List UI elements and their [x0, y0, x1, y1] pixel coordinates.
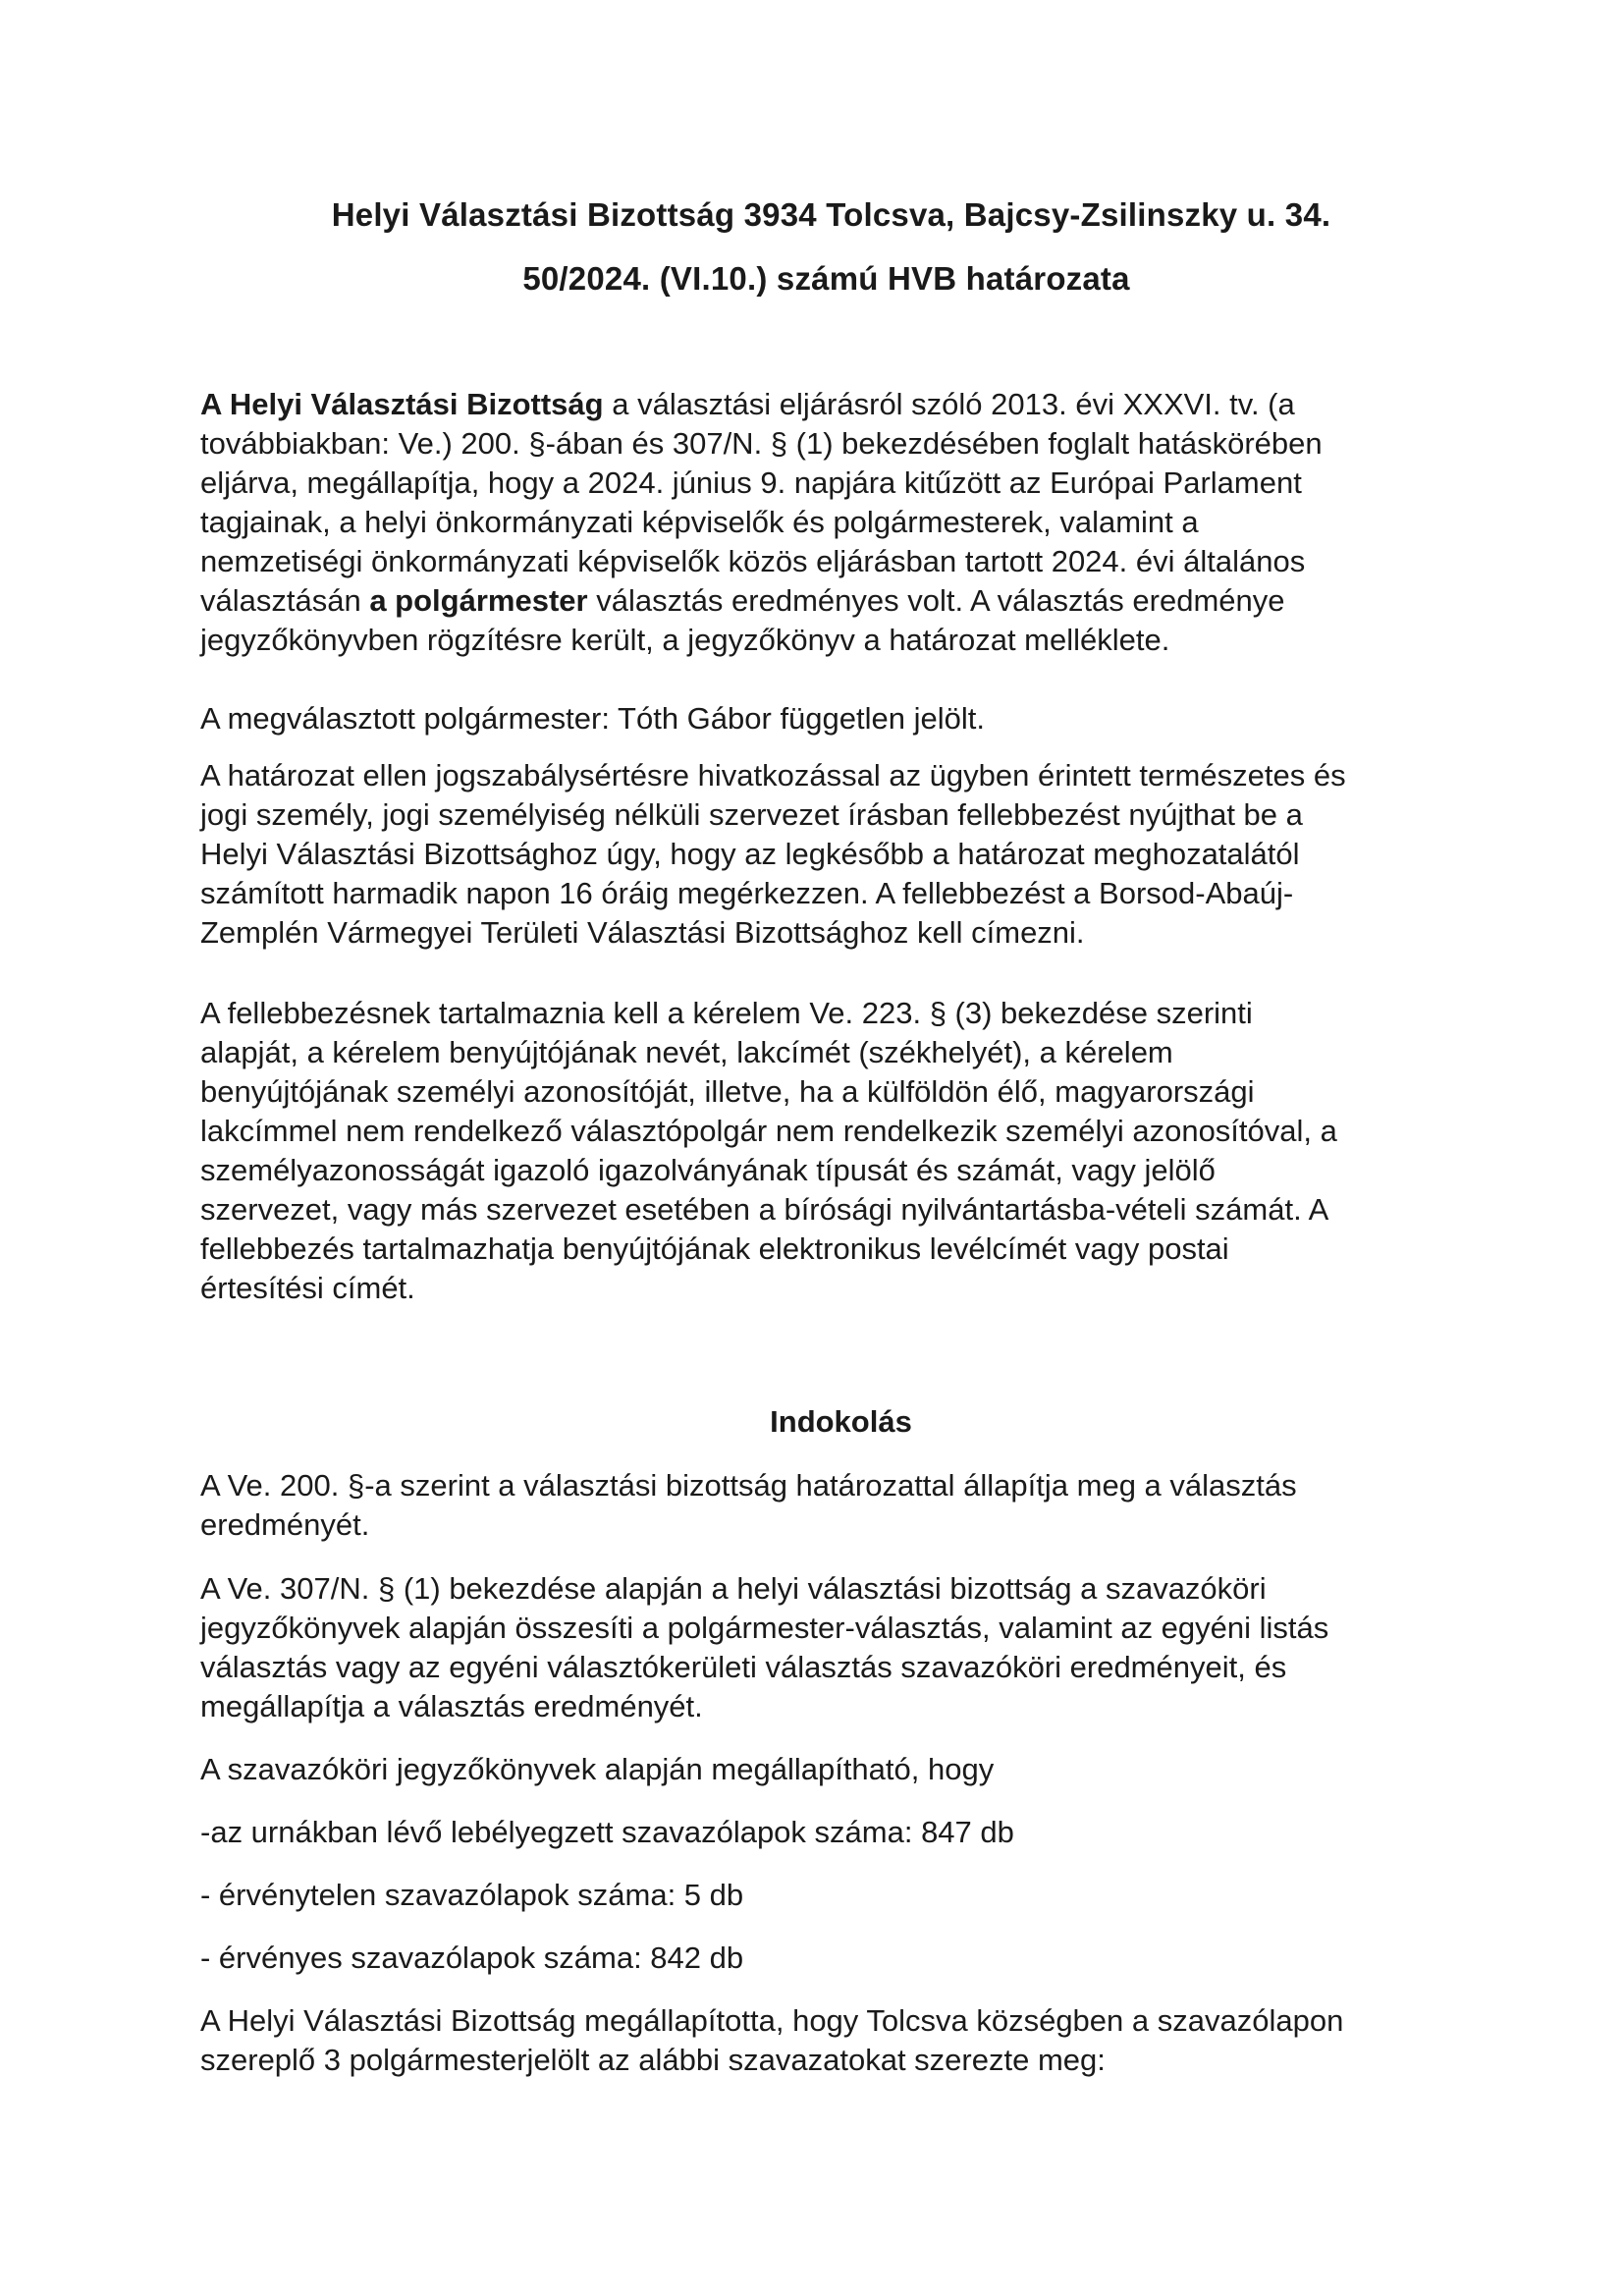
paragraph-line: jogi személy, jogi személyiség nélküli szervezet írásban fellebbezést nyújthat be a — [200, 797, 1303, 832]
paragraph-line: Helyi Választási Bizottsághoz úgy, hogy az legkésőbb a határozat meghozatalától — [200, 837, 1300, 871]
paragraph-line: tagjainak, a helyi önkormányzati képviselők és polgármesterek, valamint a — [200, 505, 1199, 539]
paragraph-line: szervezet, vagy más szervezet esetében a bírósági nyilvántartásba-vételi számát. A — [200, 1192, 1329, 1227]
paragraph-text: a választási eljárásról szóló 2013. évi XXXVI. tv. (a — [603, 387, 1295, 421]
paragraph-line: alapját, a kérelem benyújtójának nevét, lakcímét (székhelyét), a kérelem — [200, 1035, 1173, 1069]
paragraph-line: nemzetiségi önkormányzati képviselők közös eljárásban tartott 2024. évi általános — [200, 544, 1306, 578]
appeal-contents-paragraph — [200, 994, 1467, 1308]
paragraph-line: lakcímmel nem rendelkező választópolgár nem rendelkezik személyi azonosítóval, a — [200, 1114, 1337, 1148]
paragraph-line: jegyzőkönyvben rögzítésre került, a jegyzőkönyv a határozat melléklete. — [200, 623, 1170, 657]
candidates-votes-paragraph — [200, 2001, 1467, 2080]
paragraph-text: választásán — [200, 583, 370, 618]
elected-mayor-paragraph — [200, 699, 1467, 738]
paragraph-text: választás eredményes volt. A választás eredménye — [587, 583, 1285, 618]
reasoning-paragraph-2 — [200, 1569, 1467, 1726]
paragraph-line: választás vagy az egyéni választókerületi választás szavazóköri eredményeit, és — [200, 1650, 1287, 1684]
stat-invalid-ballots — [200, 1876, 1467, 1915]
paragraph-line: A megválasztott polgármester: Tóth Gábor független jelölt. — [200, 701, 985, 736]
paragraph-line: értesítési címét. — [200, 1271, 415, 1305]
paragraph-line: jegyzőkönyvek alapján összesíti a polgármester-választás, valamint az egyéni listás — [200, 1611, 1329, 1645]
committee-address-heading: Helyi Választási Bizottság 3934 Tolcsva, Bajcsy-Zsilinszky u. 34. — [331, 196, 1331, 233]
paragraph-line: A szavazóköri jegyzőkönyvek alapján megállapítható, hogy — [200, 1752, 995, 1786]
stat-valid-ballots — [200, 1939, 1467, 1978]
paragraph-line: A Ve. 307/N. § (1) bekezdése alapján a helyi választási bizottság a szavazóköri — [200, 1571, 1267, 1606]
committee-name-bold: A Helyi Választási Bizottság — [200, 387, 604, 421]
stat-line: -az urnákban lévő lebélyegzett szavazólapok száma: 847 db — [200, 1815, 1014, 1849]
paragraph-line: szereplő 3 polgármesterjelölt az alábbi szavazatokat szerezte meg: — [200, 2043, 1106, 2077]
paragraph-line: Zemplén Vármegyei Területi Választási Bizottsághoz kell címezni. — [200, 915, 1085, 950]
paragraph-line: A Ve. 200. §-a szerint a választási bizottság határozattal állapítja meg a választás — [200, 1468, 1297, 1503]
paragraph-line: benyújtójának személyi azonosítóját, illetve, ha a külföldön élő, magyarországi — [200, 1074, 1255, 1109]
paragraph-line: megállapítja a választás eredményét. — [200, 1689, 703, 1723]
stat-line: - érvénytelen szavazólapok száma: 5 db — [200, 1878, 744, 1912]
paragraph-line: személyazonosságát igazoló igazolványának típusát és számát, vagy jelölő — [200, 1153, 1216, 1187]
paragraph-line: eredményét. — [200, 1507, 370, 1542]
stat-ballots-in-urns — [200, 1813, 1467, 1852]
resolution-title: 50/2024. (VI.10.) számú HVB határozata — [522, 260, 1130, 297]
paragraph-line — [200, 581, 1467, 621]
paragraph-line: A határozat ellen jogszabálysértésre hivatkozással az ügyben érintett természetes és — [200, 758, 1346, 793]
resolution-paragraph — [200, 385, 1467, 660]
paragraph-line: továbbiakban: Ve.) 200. §-ában és 307/N. § (1) bekezdésében foglalt hatáskörében — [200, 426, 1323, 461]
stat-line: - érvényes szavazólapok száma: 842 db — [200, 1941, 744, 1975]
reasoning-paragraph-1 — [200, 1466, 1467, 1545]
paragraph-line: eljárva, megállapítja, hogy a 2024. június 9. napjára kitűzött az Európai Parlament — [200, 465, 1302, 500]
paragraph-line: A fellebbezésnek tartalmaznia kell a kérelem Ve. 223. § (3) bekezdése szerinti — [200, 996, 1253, 1030]
findings-intro — [200, 1750, 1467, 1789]
mayor-bold: a polgármester — [369, 583, 588, 618]
paragraph-line: fellebbezés tartalmazhatja benyújtójának elektronikus levélcímét vagy postai — [200, 1231, 1229, 1266]
paragraph-line: számított harmadik napon 16 óráig megérkezzen. A fellebbezést a Borsod-Abaúj- — [200, 876, 1294, 910]
reasoning-heading: Indokolás — [770, 1404, 912, 1439]
appeal-paragraph — [200, 756, 1467, 953]
paragraph-line: A Helyi Választási Bizottság megállapította, hogy Tolcsva községben a szavazólapon — [200, 2003, 1344, 2038]
paragraph-line — [200, 385, 1467, 424]
